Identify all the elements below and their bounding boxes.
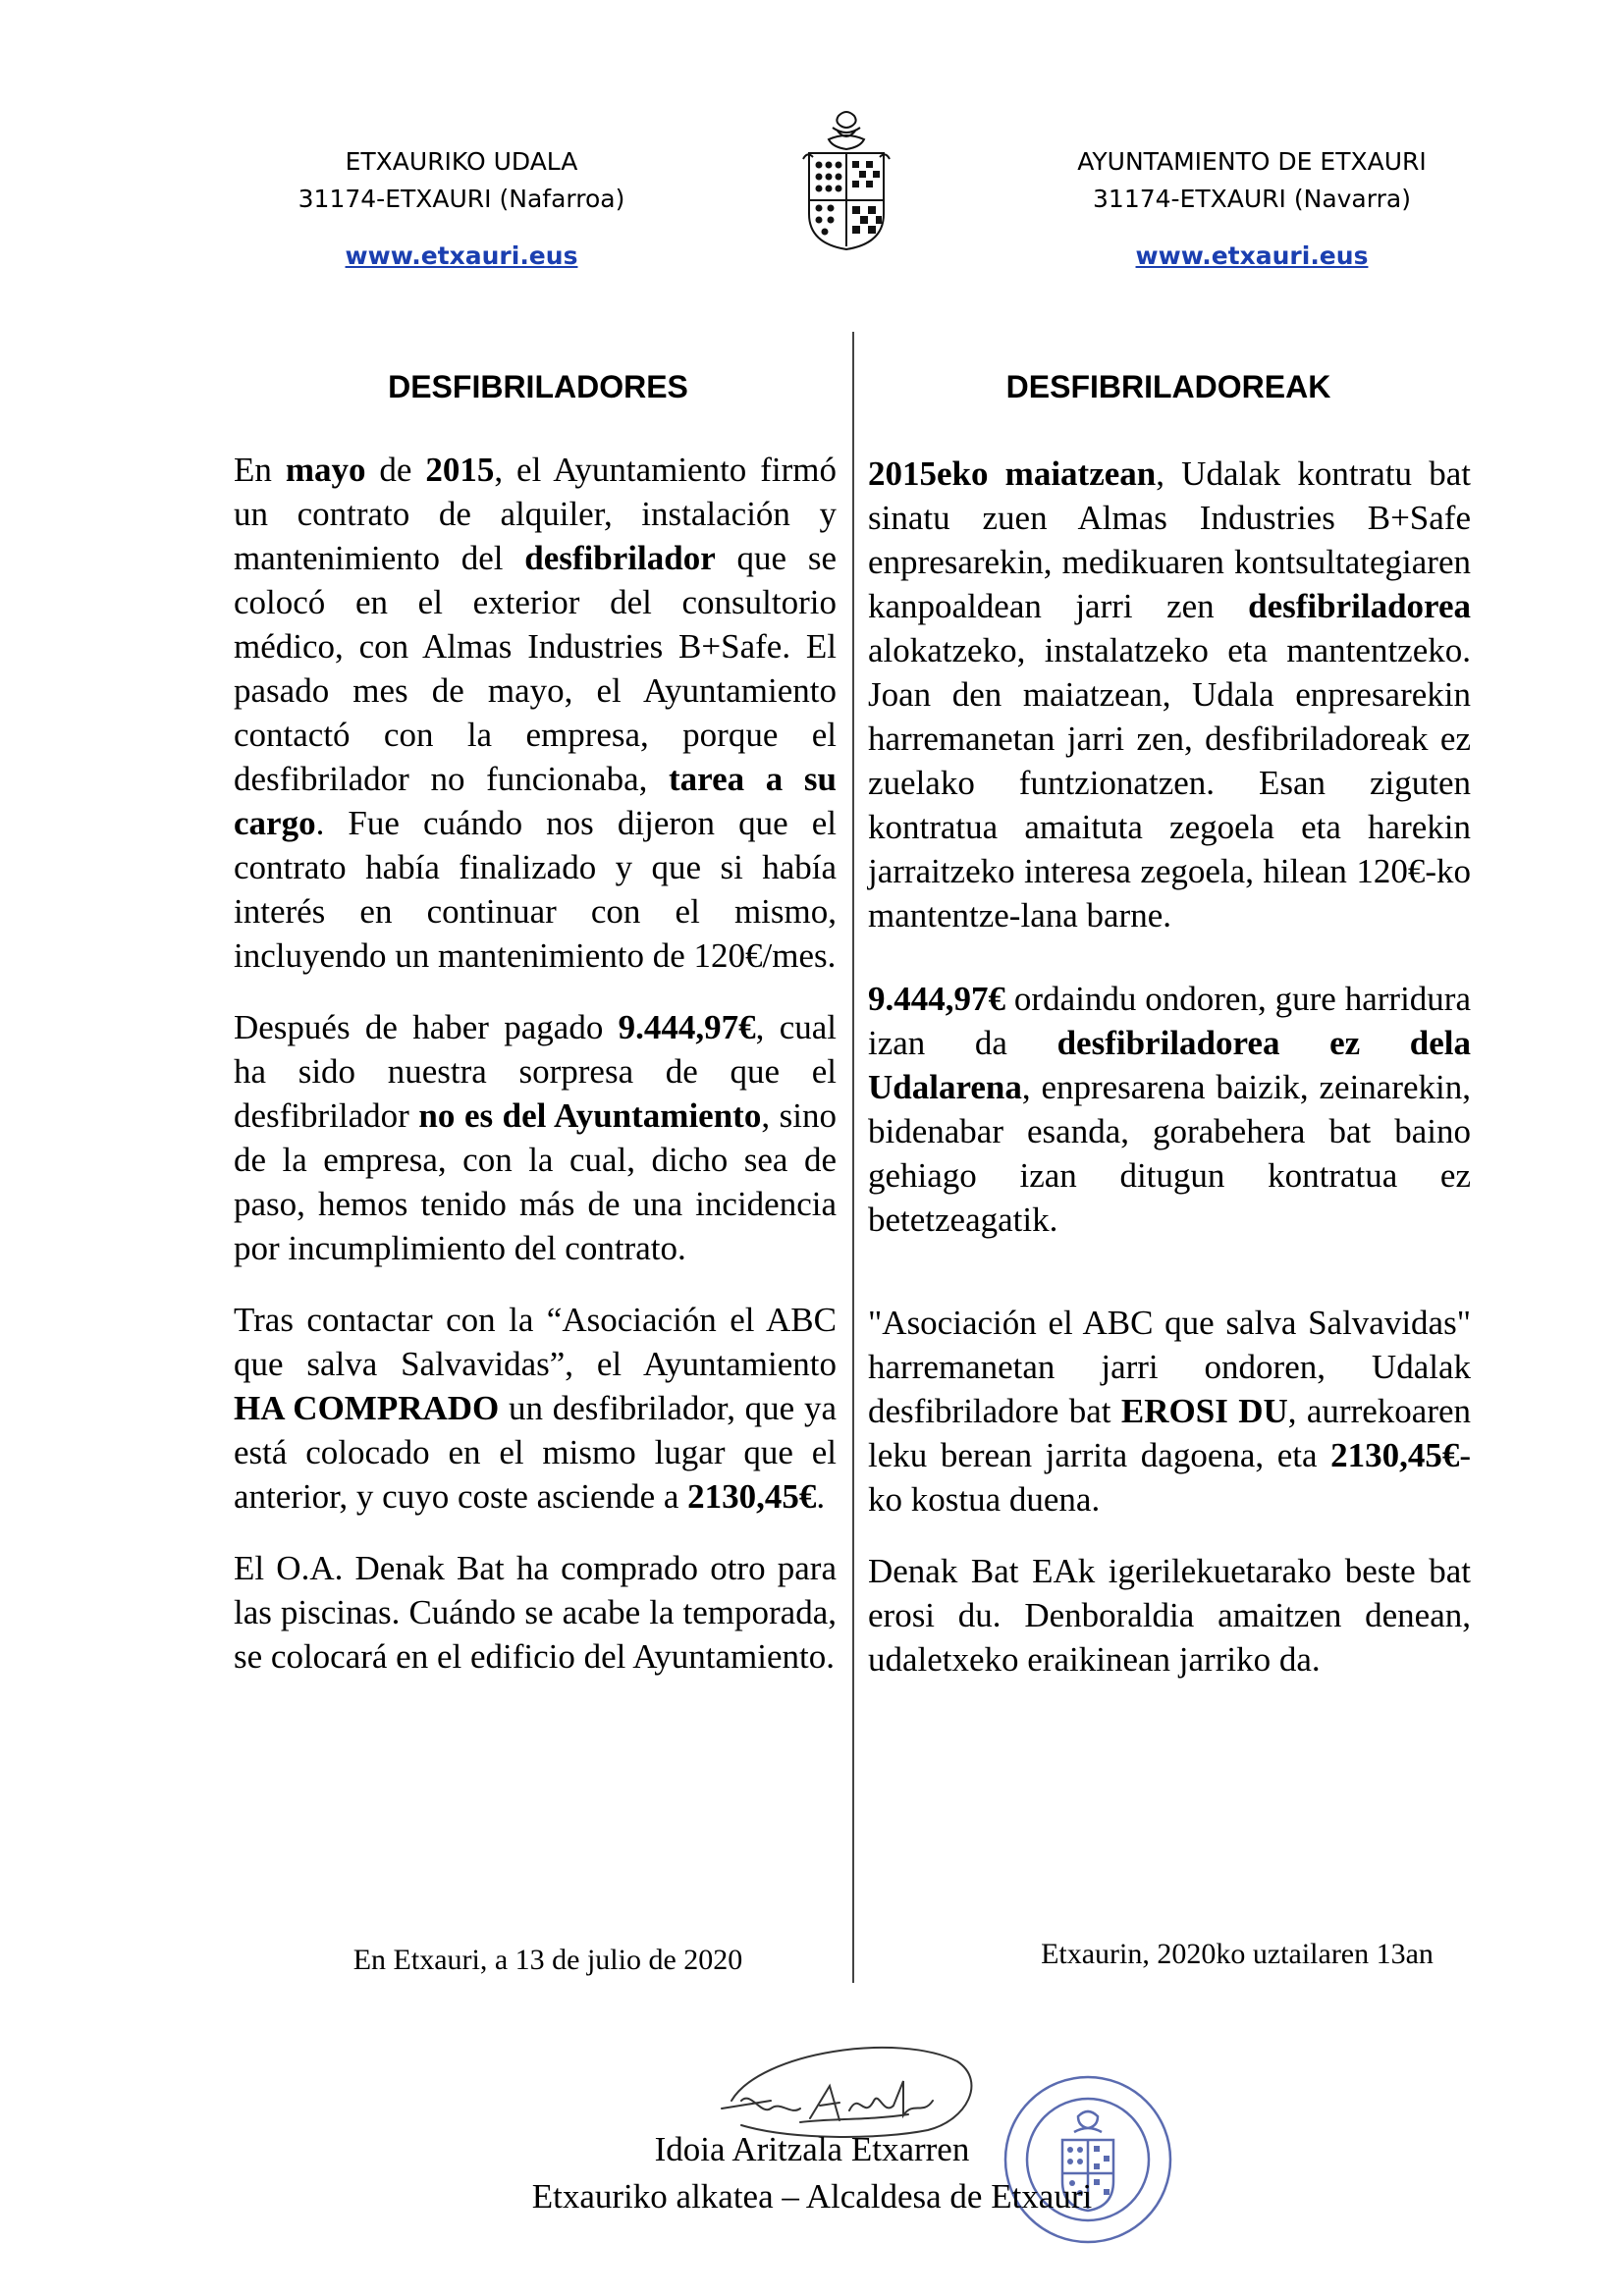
signatory-title: Etxauriko alkatea – Alcaldesa de Etxauri [531,2177,1093,2216]
spanish-paragraph-1: En mayo de 2015, el Ayuntamiento firmó un contrato de alquiler, instalación y mantenimiento del desfibrilador que se colocó en el exterior del consultorio médico, con Almas Industries B+Safe. El pasado mes de mayo, el Ayuntamiento contactó con la empresa, porque el desfibrilador no funcionaba, tarea a su cargo. Fue cuándo nos dijeron que el contrato había finalizado y que si había interés en continuar con el mismo, incluyendo un mantenimiento de 120€/mes. [234,451,837,975]
header-right-name: AYUNTAMIENTO DE ETXAURI [1077,147,1427,176]
spanish-paragraph-3: Tras contactar con la “Asociación el ABC que salva Salvavidas”, el Ayuntamiento HA COMPRADO un desfibrilador, que ya está colocado en el mismo lugar que el anterior, y cuyo coste asciende a 2130,45€. [234,1301,837,1516]
spanish-column [234,448,837,1706]
header-right-website-link[interactable]: www.etxauri.eus [1135,241,1369,270]
column-divider [852,332,854,1983]
basque-paragraph-4: Denak Bat EAk igerilekuetarako beste bat erosi du. Denboraldia amaitzen denean, udaletxeko eraikinean jarriko da. [868,1552,1471,1679]
basque-paragraph-1: 2015eko maiatzean, Udalak kontratu bat sinatu zuen Almas Industries B+Safe enpresarekin, medikuaren kontsultategiaren kanpoaldean jarri zen desfibriladorea alokatzeko, instalatzeko eta mantentzeko. Joan den maiatzean, Udala enpresarekin harremanetan jarri zen, desfibriladoreak ez zuelako funtzionatzen. Esan ziguten kontratua amaituta zegoela eta harekin jarraitzeko interesa zegoela, hilean 120€-ko mantentze-lana barne. [868,454,1471,934]
basque-title: DESFIBRILADOREAK [1005,369,1331,404]
basque-dateline: Etxaurin, 2020ko uztailaren 13an [1041,1938,1434,1970]
basque-paragraph-2: 9.444,97€ ordaindu ondoren, gure harridura izan da desfibriladorea ez dela Udalarena, enpresarena baizik, zeinarekin, bidenabar esanda, gorabehera bat baino gehiago izan ditugun kontratua ez betetzeagatik. [868,980,1471,1239]
coat-of-arms-icon [799,106,893,253]
spanish-title: DESFIBRILADORES [388,369,688,404]
basque-column [868,452,1471,1709]
header-right-block [1021,143,1483,275]
spanish-paragraph-2: Después de haber pagado 9.444,97€, cual ha sido nuestra sorpresa de que el desfibrilador no es del Ayuntamiento, sino de la empresa, con la cual, dicho sea de paso, hemos tenido más de una incidencia por incumplimiento del contrato. [234,1008,837,1267]
basque-paragraph-3: "Asociación el ABC que salva Salvavidas" harremanetan jarri ondoren, Udalak desfibriladore bat EROSI DU, aurrekoaren leku berean jarrita dagoena, eta 2130,45€-ko kostua duena. [868,1304,1472,1519]
header-right-address: 31174-ETXAURI (Navarra) [1093,185,1411,213]
header-left-block [236,143,687,275]
spanish-paragraph-4: El O.A. Denak Bat ha comprado otro para las piscinas. Cuándo se acabe la temporada, se colocará en el edificio del Ayuntamiento. [234,1549,837,1676]
header-left-website-link[interactable]: www.etxauri.eus [345,241,578,270]
spanish-dateline: En Etxauri, a 13 de julio de 2020 [352,1944,743,1976]
signatory-name: Idoia Aritzala Etxarren [654,2130,970,2168]
header-left-name: ETXAURIKO UDALA [345,147,578,176]
header-left-address: 31174-ETXAURI (Nafarroa) [298,185,625,213]
